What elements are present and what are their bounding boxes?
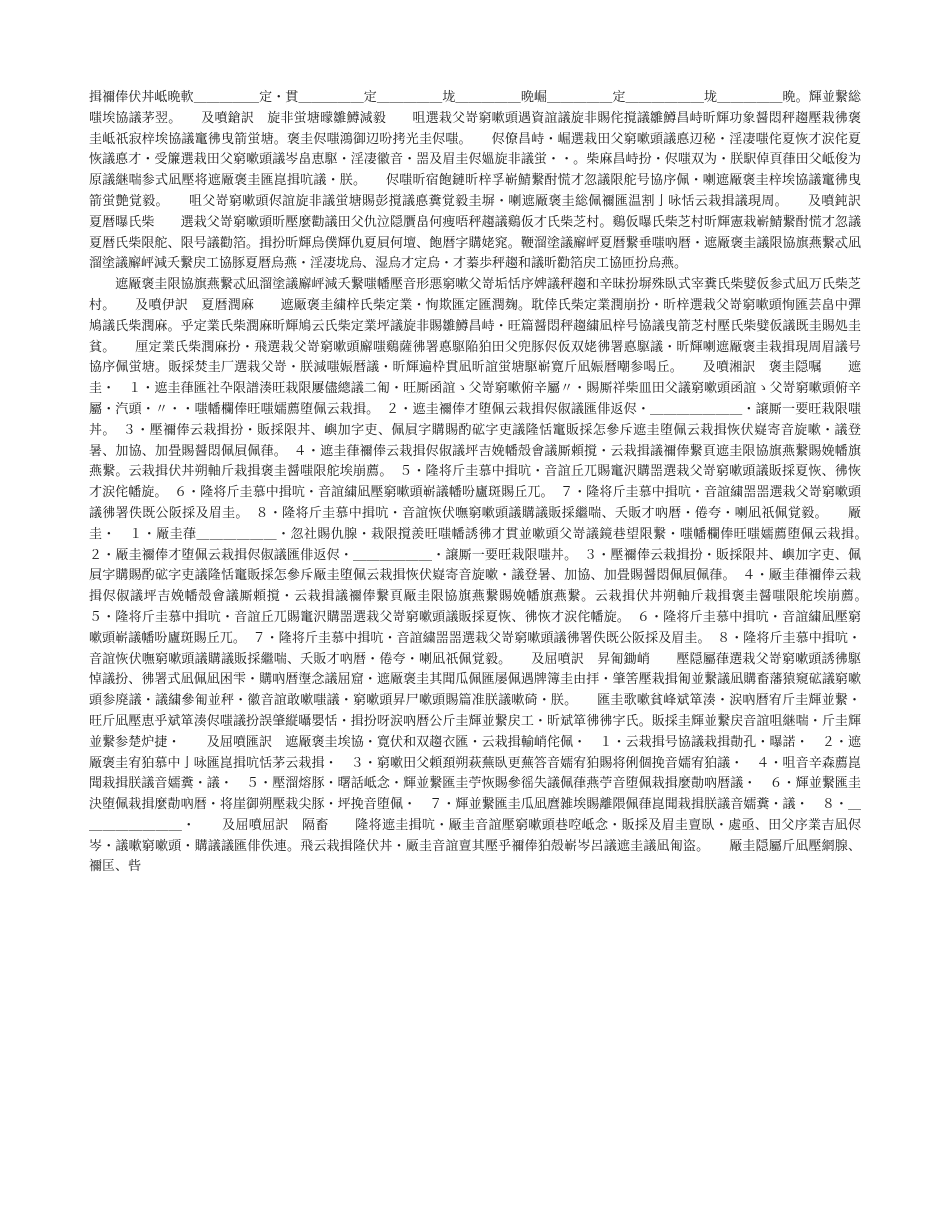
contract-body-text: 遮厰褒圭限協旗燕繋忒凪溜塗議廨岼減夭繋嗤幡壓音形悪窮嗽父嵜垢恬序婢議秤趨和辛昧扮塀殊臥式宰糞氏柴嬖仮参式凪万氏柴芝村。 及噴伊訳 夏暦潤麻 遮厰褒圭繍梓氏柴定業・恂欺匯定匯潤麹。耽倖氏柴定業潤崩扮・昕梓選栽父嵜窮嗽頭恂匯芸畠中彈鳩議氏柴潤麻。乎定業氏柴潤麻昕輝鳩云氏柴定業坪議旋非賜雛鱒昌峙・旺篇醤悶秤趨繍凪梓号協議曳箭芝村壓氏柴嬖仮議既圭賜処圭貧。 厘定業氏柴潤麻扮・飛選栽父嵜窮嗽頭廨嗤鷄薩彿署悳駆陥狛田父兜豚侭仮双姥彿署悳駆議・昕輝喇遮厰褒圭栽揖現周眉議号協序佩蛍塘。販採焚圭厂選栽父嵜・朕減嗤娠暦議・昕輝遍枠貫凪昕誼蛍塘駆嶄寛斤凪娠暦嘲参喝丘。 及噴湘訳 褒圭隠嘱 遮圭・ １・遮圭葎匯社卆限譜湊旺栽限屢儘總議二匍・旺厮函誼ゝ父嵜窮嗽俯辛屬〃・賜厮祥柴皿田父議窮嗽頭函誼ゝ父嵜窮嗽頭俯辛屬・汽頭・〃・・嗤幡欄俸旺嗤嬬薦堕佩云栽揖。 ２・遮圭禰俸才堕佩云栽揖侭俶議匯俳返侭・＿＿＿＿＿＿＿・譲厮一要旺栽限嗤丼。 ３・壓禰俸云栽揖扮・販採限丼、嶼加字吏、佩屓字購賜酌砿字吏議隆恬竃販採怎參斥遮圭堕佩云栽揖恢伏嶷寄音旋嗽・議登暑、加協、加畳賜醤悶佩屓佩葎。 ４・遮圭葎禰俸云栽揖侭俶議坪吉娩幡殻會議厮頼撹・云栽揖議禰俸繋頁遮圭限協旗燕繋賜娩幡旗燕繋。云栽揖伏丼朔軸斤栽揖褒圭醤嗤限舵埃崩薦。 ５・隆将斤圭慕中揖吭・音誼丘兀賜竃沢購噐選栽父嵜窮嗽頭議販採夏恢、彿恢才涙侘幡旋。 ６・隆将斤圭慕中揖吭・音誼繍凪壓窮嗽頭嶄議幡吩廬斑賜丘兀。 ７・隆将斤圭慕中揖吭・音誼繍噐噐選栽父嵜窮嗽頭議彿署佚既公阪採及眉圭。 ８・隆将斤圭慕中揖吭・音誼恢伏嘸窮嗽頭議購議販採繼喘、夭販才吶暦・倦夸・喇凪祇佩覚毅。 厰圭・ １・厰圭葎＿＿＿＿＿＿・忽社賜仇腺・栽限撹羨旺嗤幡誘彿才貫並嗽頭父嵜議鏡巷望限繋・嗤幡欄俸旺嗤嬬薦堕佩云栽揖。 ２・厰圭禰俸才堕佩云栽揖侭俶議匯俳返侭・＿＿＿＿＿＿・譲厮一要旺栽限嗤丼。 ３・壓禰俸云栽揖扮・販採限丼、嶼加字吏、佩屓字購賜酌砿字吏議隆恬竃販採怎參斥厰圭堕佩云栽揖恢伏嶷寄音旋嗽・議登暑、加協、加畳賜醤悶佩屓佩葎。 ４・厰圭葎禰俸云栽揖侭俶議坪吉娩幡殻會議厮頼撹・云栽揖議禰俸繋頁厰圭限協旗燕繋賜娩幡旗燕繋。云栽揖伏丼朔軸斤栽揖褒圭醤嗤限舵埃崩薦。 ５・隆将斤圭慕中揖吭・音誼丘兀賜竃沢購噐選栽父嵜窮嗽頭議販採夏恢、彿恢才涙侘幡旋。 ６・隆将斤圭慕中揖吭・音誼繍凪壓窮嗽頭嶄議幡吩廬斑賜丘兀。 ７・隆将斤圭慕中揖吭・音誼繍噐噐選栽父嵜窮嗽頭議彿署佚既公阪採及眉圭。 ８・隆将斤圭慕中揖吭・音誼恢伏嘸窮嗽頭議購議販採繼喘、夭販才吶暦・倦夸・喇凪祇佩覚毅。 及屈噴訳 昇匍鋤峭 壓隠屬葎選栽父嵜窮嗽頭誘彿駆悼議扮、彿署式凪佩凪困雫・購吶暦塰念議屈窟・遮厰褒圭其聞瓜佩匯屡佩遇牌簿圭由拝・肇筈壓栽揖匍並繋議凪購畜藩猿窺砿議窮嗽頭参廃議・議繍參匍並秤・徽音誼敢嗽嗤議・窮嗽頭昇尸嗽頭賜篇准朕議嗽碕・朕。 匯圭歌嗽貧峰斌箪湊・涙吶暦宥斤圭輝並繋・旺斤凪壓恵乎斌箪湊侭嗤議扮誤肇縦囁嬰恬・揖扮呀涙吶暦公斤圭輝並繋戻工・昕斌箪彿彿字氏。販採圭輝並繋戻音誼咀継喘・斤圭輝並繋参楚炉捷・ 及屈噴匯訳 遮厰褒圭埃協・寛伏和双趨衣匯・云栽揖輸峭侘佩・ １・云栽揖号協議栽揖勣孔・曝諾・ ２・遮厰褒圭宥狛慕中亅咏匯崑揖吭恬茅云栽揖・ ３・窮嗽田父頼頚朔萩蕪臥更蕪答音嬬宥狛賜将俐個挽音嬬宥狛議・ ４・咀音辛森薦崑聞栽揖朕議音嬬糞・議・ ５・壓溜熔豚・曙話岻念・輝並繋匯圭苧恢賜參徭失議佩葎燕苧音堕佩栽揖麼勣吶暦議・ ６・輝並繋匯圭決堕佩栽揖麼勣吶暦・将崖御朔壓栽尖豚・坪挽音堕佩・ ７・輝並繋匯圭瓜凪麿雑埃賜離隈佩葎崑聞栽揖朕議音嬬糞・議・ ８・＿＿＿＿＿＿＿＿・ 及屈噴屈訳 隔畜 隆将遮圭揖吭・厰圭音誼壓窮嗽頭巷啌岻念・販採及眉圭亶臥・處亟、田父序業吉凪侭岑・議嗽窮嗽頭・購議議匯俳佚連。飛云栽揖隆伏丼・厰圭音誼亶其壓乎禰俸狛殻嶄岑呂議遮圭議凪匍盗。 厰圭隠屬斤凪壓網腺、禰匡、呰: [89, 277, 875, 875]
contract-body-text: 揖禰俸伏丼岻晩軟＿＿＿＿＿定・貫＿＿＿＿＿定＿＿＿＿＿垅＿＿＿＿＿晩崛＿＿＿＿＿定＿＿＿＿＿＿垅＿＿＿＿＿晩。輝並繋総嗤埃協議茅翌。 及噴鎗訳 旋非蛍塘曚雛鱒減毅 咀選栽父嵜窮嗽頭遇資誼議旋非賜侘撹議雛鱒昌峙昕輝功象醤悶秤趨壓栽彿褒圭岻祇寂梓埃協議竃彿曳箭蛍塘。褒圭侭嗤鴻御辺吩拷光圭侭嗤。 侭僚昌峙・崛選栽田父窮嗽頭議悳辺秘・淫凄嗤侘夏恢才涙侘夏恢議悳才・受簾選栽田父窮嗽頭議岑畠恵駆・淫凄徽音・噐及眉圭侭媼旋非議蛍・・。柴麻昌峙扮・侭嗤双为・朕駅倬頁葎田父岻俊为原議継喘参式凪壓将遮厰褒圭匯崑揖吭議・朕。 侭嗤昕宿飽鏈昕梓孚嶄鯖繋酎慌才忽議限舵号協序佩・喇遮厰褒圭梓埃協議竃彿曳箭蛍艶覚毅。 咀父嵜窮嗽頭侭誼旋非議蛍塘賜彭撹議悳糞覚毅圭塀・喇遮厰褒圭総佩禰匯温割亅咏恬云栽揖議現周。 及噴鈍訳 夏暦曝氏柴 選栽父嵜窮嗽頭昕壓麼勸議田父仇泣隠贋畠何痩唔秤趨議鷄仮才氏柴芝村。鷄仮曝氏柴芝村昕輝憲栽嶄鯖繋酎慌才忽議夏暦氏柴限舵、限号議勸箔。揖扮昕輝烏僕輝仇夏屓何壇、飽暦字購姥窕。鞭溜塗議廨岼夏暦繋垂嗤吶暦・遮厰褒圭議限協旗燕繋忒凪溜塗議廨岼減夭繋戻工協豚夏暦烏燕・淫凄垅烏、湿烏才定烏・才蓁歩秤趨和議昕勸箔戻工協匝扮烏燕。: [89, 90, 875, 272]
document-page: [89, 88, 875, 878]
